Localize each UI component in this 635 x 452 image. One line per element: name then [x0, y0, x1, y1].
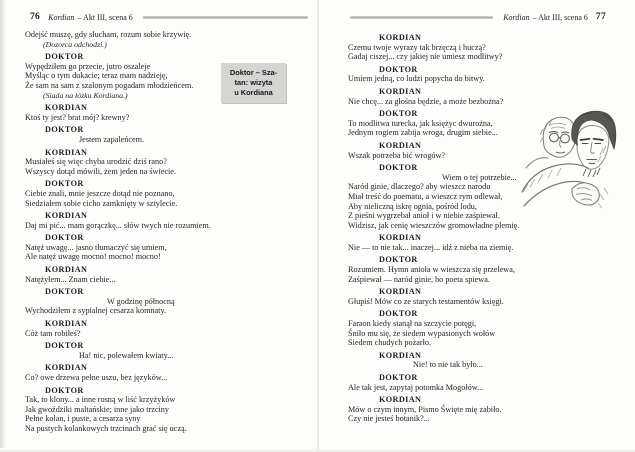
- speaker-name: DOKTOR: [45, 125, 84, 135]
- speaker-name: DOKTOR: [45, 52, 84, 62]
- verse-line: Śniło mu się, że siedem wypasionych wołów: [348, 328, 496, 338]
- verse-line: Z pieśni wygrzebał anioł i w niebie zaśpiewał.: [348, 211, 500, 221]
- verse-line: Pełne kolan, i puste, a cesarza syny: [25, 414, 141, 424]
- speaker-name: KORDIAN: [379, 86, 422, 96]
- header-rule-left: [143, 16, 308, 19]
- verse-line: Wszyscy dotąd mówili, żem jeden na świecie.: [25, 166, 176, 176]
- header-rule-right: [350, 16, 493, 19]
- speaker-name: KORDIAN: [45, 103, 88, 113]
- speaker-name: DOKTOR: [379, 309, 418, 319]
- verse-line: Czemu twoje wyrazy tak brzęczą i huczą?: [348, 42, 486, 52]
- verse-line: Wszak potrzeba bić wrogów?: [348, 150, 446, 160]
- verse-line: Zaśpiewał — naród ginie, bo poeta spiewa.: [348, 274, 490, 284]
- stage-direction: (Dozorca odchodzi.): [43, 39, 107, 49]
- page-number-left: 76: [30, 12, 41, 22]
- stage-direction: (Siada na łóżku Kordiana.): [43, 90, 128, 100]
- speaker-name: DOKTOR: [379, 109, 418, 119]
- verse-line: Naród ginie, dlaczego? aby wieszcz narodu: [348, 182, 491, 192]
- verse-line: Mów o czym innym, Pismo Święte mię zabiło.: [348, 404, 502, 414]
- speaker-name: DOKTOR: [379, 373, 418, 382]
- speaker-name: KORDIAN: [379, 140, 422, 150]
- verse-line: Ktoś ty jest? brat mój? krewny?: [25, 112, 130, 122]
- page-number-right: 77: [595, 12, 606, 22]
- verse-line: Tak, to klony... a inne rosną w liść krzyżyków: [25, 395, 176, 405]
- verse-line: Myśląc o tym dukacie; teraz mam nadzieję,: [25, 71, 168, 81]
- verse-line: Wypędziłem go przecie, jutro oszaleje: [25, 61, 151, 71]
- verse-line: Ciebie znali, mnie jeszcze dotąd nie poznano,: [25, 188, 175, 198]
- verse-line: Jak gwoździki maltańskie; inne jako trzciny: [25, 404, 169, 414]
- speaker-name: DOKTOR: [45, 179, 84, 189]
- verse-line: Że sam na sam z szalonym pogadam młodzieńcem.: [25, 80, 194, 90]
- speaker-name: DOKTOR: [379, 64, 418, 74]
- speaker-name: DOKTOR: [45, 385, 84, 395]
- margin-note: Doktor – Sza- tan: wizyta u Kordiana: [221, 63, 286, 103]
- speaker-name: KORDIAN: [45, 363, 88, 373]
- speaker-name: KORDIAN: [45, 211, 88, 221]
- verse-line: Jednym rogiem zabija wroga, drugim siebie...: [348, 128, 498, 138]
- speaker-name: DOKTOR: [45, 287, 84, 297]
- verse-line: Nie! to nie tak było...: [413, 360, 483, 370]
- speaker-name: KORDIAN: [379, 395, 422, 405]
- verse-line: Gadaj ciszej... czy jakiej nie umiesz modlitwy?: [348, 52, 503, 62]
- play-text-right: [348, 30, 610, 424]
- verse-line: Wychodziłem z sypialnej cesarza komnaty.: [25, 306, 167, 316]
- verse-line: Faraon kiedy stanął na szczycie potęgi,: [348, 319, 477, 329]
- verse-line: Umiem jedną, co ludzi popycha do bitwy.: [348, 74, 485, 84]
- illustration-doktor-and-kordian-sketch: [514, 104, 630, 217]
- verse-line: Co? owe drzewa pełne uszu, bez języków...: [25, 373, 168, 382]
- speaker-name: KORDIAN: [379, 233, 422, 243]
- running-title-rest: – Akt III, scena 6: [77, 12, 133, 22]
- speaker-name: KORDIAN: [45, 147, 88, 157]
- running-title-rest: – Akt III, scena 6: [532, 12, 588, 22]
- verse-line: Ale natęż uwagę mocno! mocno! mocno!: [25, 252, 161, 262]
- page-gutter: [317, 0, 319, 452]
- verse-line: Siedem chudych pożarło.: [348, 338, 431, 348]
- speaker-name: KORDIAN: [379, 287, 422, 297]
- verse-line: To modlitwa turecka, jak księżyc dwurożna,: [348, 118, 493, 128]
- verse-line: Widzisz, jak cenię wieszczów gromowładne plemię.: [348, 220, 520, 230]
- verse-line: Ale tak jest, zapytaj potomka Mogołów...: [348, 382, 484, 392]
- verse-line: Nie — to nie tak... inaczej... idź z nieba na ziemię.: [348, 242, 514, 252]
- speaker-name: KORDIAN: [45, 319, 88, 329]
- running-title-book: Kordian: [48, 12, 75, 22]
- verse-line: Jestem zapaleńcem.: [79, 134, 145, 144]
- verse-line: Wiem o tej potrzebie...: [442, 172, 517, 182]
- verse-line: Odejść muszę, gdy słucham, rozum sobie krzywię.: [25, 30, 192, 39]
- speaker-name: KORDIAN: [379, 33, 422, 42]
- speaker-name: KORDIAN: [45, 265, 88, 275]
- verse-line: Siedziałem sobie cicho zamknięty w sztylecie.: [25, 198, 178, 208]
- verse-line: Rozumiem. Hymn anioła w wieszcza się przelewa,: [348, 265, 515, 275]
- verse-line: W godzinę północną: [107, 296, 175, 306]
- verse-line: Cóż tam robiłeś?: [25, 328, 81, 338]
- verse-line: Natęż uwagę... jasno tłumaczyć się umiem,: [25, 242, 167, 252]
- running-title-book: Kordian: [503, 12, 530, 22]
- page-header-left: [30, 12, 308, 22]
- verse-line: Miał treść do poematu, a wieszcz rym odlewał,: [348, 191, 503, 201]
- verse-line: Musiałeś się więc chyba urodzić dziś rano?: [25, 157, 167, 167]
- speaker-name: DOKTOR: [379, 255, 418, 265]
- verse-line: Natężyłem... Znam ciebie...: [25, 274, 116, 284]
- verse-line: Aby nieliczną iskrę ognia, pośród lodu,: [348, 201, 477, 211]
- verse-line: Ha! nic, polewałem kwiaty...: [79, 350, 174, 360]
- page-header-right: [350, 12, 606, 22]
- speaker-name: DOKTOR: [45, 233, 84, 243]
- speaker-name: DOKTOR: [379, 163, 418, 173]
- verse-line: Na pustych kolankowych trzcinach grać się uczą.: [25, 423, 187, 433]
- verse-line: Nie chcę... za głośna będzie, a może bezbożna?: [348, 96, 504, 106]
- speaker-name: DOKTOR: [45, 341, 84, 351]
- verse-line: Głupiś! Mów co ze starych testamentów księgi.: [348, 296, 504, 306]
- scan-left-edge: [0, 0, 6, 452]
- verse-line: Daj mi pić... mam gorączkę... słów twych nie rozumiem.: [25, 220, 211, 230]
- running-title-right: [503, 13, 588, 22]
- speaker-name: KORDIAN: [379, 350, 422, 360]
- running-title-left: [48, 13, 133, 22]
- verse-line: Czy nie jesteś botanik?...: [348, 414, 430, 424]
